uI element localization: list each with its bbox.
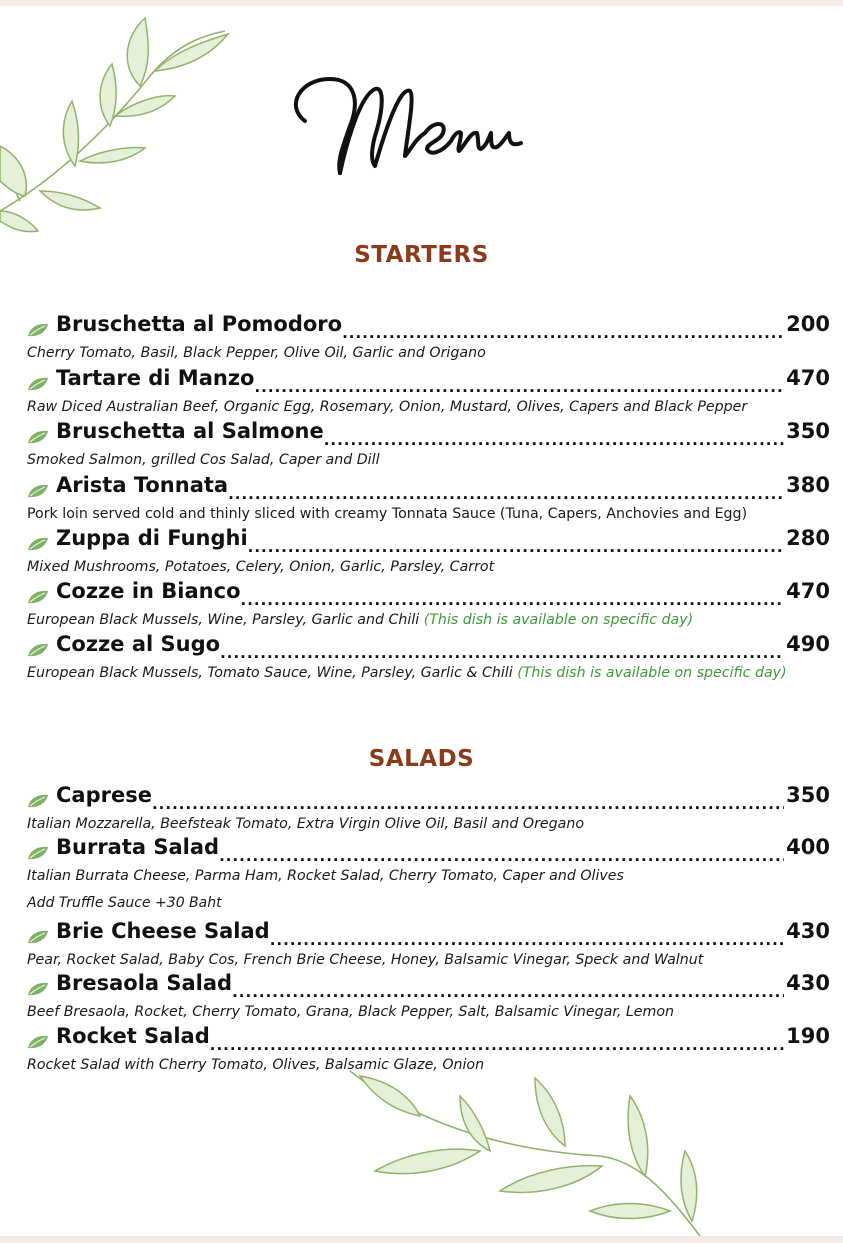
availability-note: (This dish is available on specific day) <box>517 665 787 681</box>
menu-item-description <box>27 451 830 469</box>
menu-item-name: Burrata Salad <box>56 835 220 859</box>
menu-item-price: 430 <box>786 971 830 995</box>
menu-item-header <box>27 632 830 662</box>
menu-item-ingredients: Mixed Mushrooms, Potatoes, Celery, Onion, Garlic, Parsley, Carrot <box>27 559 495 575</box>
leaf-icon <box>27 926 49 942</box>
section-title-salads: SALADS <box>368 746 475 772</box>
menu-item-price: 430 <box>786 919 830 943</box>
menu-item-price: 490 <box>786 632 830 656</box>
dot-leader <box>270 924 784 945</box>
dot-leader <box>228 478 784 499</box>
menu-item-price: 280 <box>786 526 830 550</box>
menu-item-name: Bruschetta al Pomodoro <box>56 312 343 336</box>
dot-leader <box>241 584 785 605</box>
menu-item-ingredients: Beef Bresaola, Rocket, Cherry Tomato, Grana, Black Pepper, Salt, Balsamic Vinegar, Lemon <box>27 1004 675 1020</box>
menu-item-ingredients: Cherry Tomato, Basil, Black Pepper, Olive Oil, Garlic and Origano <box>27 345 486 361</box>
leaf-icon <box>27 533 49 549</box>
menu-item-name: Rocket Salad <box>56 1024 210 1048</box>
menu-item <box>27 526 830 576</box>
menu-item <box>27 366 830 416</box>
menu-page <box>0 6 843 1236</box>
menu-item-description <box>27 867 830 885</box>
dot-leader <box>324 424 784 445</box>
menu-item-ingredients: Italian Burrata Cheese, Parma Ham, Rocket Salad, Cherry Tomato, Caper and Olives <box>27 868 624 884</box>
leaf-icon <box>27 480 49 496</box>
menu-item-price: 400 <box>786 835 830 859</box>
menu-item-header <box>27 526 830 556</box>
menu-item-name: Bruschetta al Salmone <box>56 419 324 443</box>
menu-item <box>27 919 830 969</box>
menu-item-description <box>27 815 830 833</box>
menu-item <box>27 419 830 469</box>
menu-item-ingredients: Raw Diced Australian Beef, Organic Egg, Rosemary, Onion, Mustard, Olives, Capers and Black Pepper <box>27 399 748 415</box>
menu-item-price: 380 <box>786 473 830 497</box>
menu-item-name: Tartare di Manzo <box>56 366 255 390</box>
menu-item-price: 350 <box>786 419 830 443</box>
menu-item-header <box>27 473 830 503</box>
leaf-icon <box>27 639 49 655</box>
menu-item-name: Cozze al Sugo <box>56 632 221 656</box>
menu-item-price: 190 <box>786 1024 830 1048</box>
menu-item-header <box>27 971 830 1001</box>
menu-item-ingredients: Rocket Salad with Cherry Tomato, Olives, Balsamic Glaze, Onion <box>27 1057 485 1073</box>
dot-leader <box>342 317 784 338</box>
menu-item <box>27 579 830 629</box>
leaf-icon <box>27 1031 49 1047</box>
dot-leader <box>210 1029 784 1050</box>
menu-item-description <box>27 1003 830 1021</box>
menu-item-ingredients: Pear, Rocket Salad, Baby Cos, French Brie Cheese, Honey, Balsamic Vinegar, Speck and Walnut <box>27 952 704 968</box>
menu-item-header <box>27 312 830 342</box>
menu-item-price: 350 <box>786 783 830 807</box>
menu-item-description <box>27 664 830 682</box>
dot-leader <box>254 371 784 392</box>
menu-item-header <box>27 419 830 449</box>
menu-item-header <box>27 835 830 865</box>
menu-item-ingredients: European Black Mussels, Tomato Sauce, Wine, Parsley, Garlic & Chili <box>27 665 513 681</box>
menu-item-name: Arista Tonnata <box>56 473 229 497</box>
menu-item-ingredients: European Black Mussels, Wine, Parsley, Garlic and Chili <box>27 612 420 628</box>
availability-note: (This dish is available on specific day) <box>423 612 694 628</box>
menu-item <box>27 783 830 833</box>
dot-leader <box>152 788 784 809</box>
menu-item-name: Bresaola Salad <box>56 971 233 995</box>
leaf-icon <box>27 790 49 806</box>
menu-item-description <box>27 611 830 629</box>
menu-item-header <box>27 783 830 813</box>
menu-item <box>27 835 830 885</box>
menu-title-script <box>275 61 545 191</box>
dot-leader <box>220 637 784 658</box>
menu-item-price: 470 <box>786 579 830 603</box>
leaf-icon <box>27 842 49 858</box>
menu-item-header <box>27 366 830 396</box>
menu-item-ingredients: Pork loin served cold and thinly sliced with creamy Tonnata Sauce (Tuna, Capers, Anchovies and Egg) <box>27 506 748 522</box>
menu-item <box>27 971 830 1021</box>
menu-item <box>27 312 830 362</box>
menu-item-ingredients: Smoked Salmon, grilled Cos Salad, Caper and Dill <box>27 452 380 468</box>
menu-item-name: Caprese <box>56 783 152 807</box>
leaf-icon <box>27 319 49 335</box>
menu-item-header <box>27 1024 830 1054</box>
menu-item-header <box>27 919 830 949</box>
truffle-addon-note: Add Truffle Sauce +30 Baht <box>27 895 222 911</box>
menu-item-price: 470 <box>786 366 830 390</box>
leaf-icon <box>27 586 49 602</box>
menu-item-price: 200 <box>786 312 830 336</box>
section-title-starters: STARTERS <box>354 242 489 268</box>
dot-leader <box>248 531 785 552</box>
dot-leader <box>219 840 784 861</box>
menu-item <box>27 632 830 682</box>
menu-item-name: Brie Cheese Salad <box>56 919 270 943</box>
menu-item-description <box>27 558 830 576</box>
dot-leader <box>232 976 784 997</box>
leaf-icon <box>27 373 49 389</box>
menu-item <box>27 473 830 523</box>
leaf-icon <box>27 426 49 442</box>
menu-item-header <box>27 579 830 609</box>
menu-item-name: Cozze in Bianco <box>56 579 241 603</box>
menu-item-name: Zuppa di Funghi <box>56 526 248 550</box>
leaf-icon <box>27 978 49 994</box>
menu-item-description <box>27 398 830 416</box>
menu-title <box>275 61 545 191</box>
menu-item-ingredients: Italian Mozzarella, Beefsteak Tomato, Extra Virgin Olive Oil, Basil and Oregano <box>27 816 585 832</box>
olive-sprig-bottom <box>340 1066 720 1236</box>
menu-item-description <box>27 344 830 362</box>
menu-item-description <box>27 505 830 523</box>
menu-item-description <box>27 951 830 969</box>
olive-sprig-top <box>0 6 240 236</box>
